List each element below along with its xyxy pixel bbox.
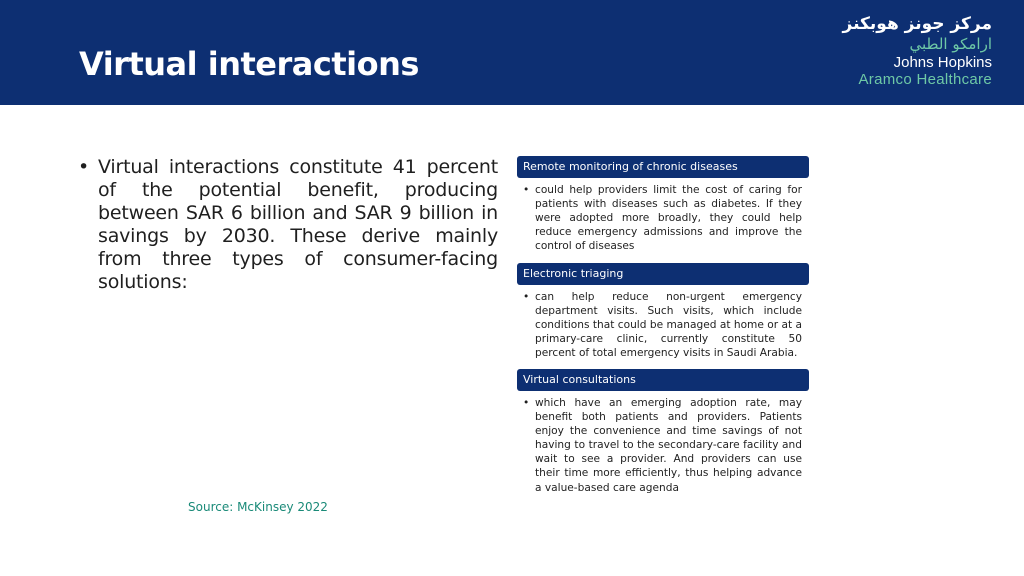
bullet-icon: • (523, 291, 530, 303)
card-title: Electronic triaging (517, 263, 809, 285)
johns-hopkins-aramco-logo (822, 14, 992, 88)
card-text: can help reduce non-urgent emergency department visits. Such visits, which include conditions that could be managed at home or at a primary-care clinic, currently constitute 50 percent of total emergency visits in Saudi Arabia. (535, 291, 802, 360)
card-title: Virtual consultations (517, 369, 809, 391)
card-text: which have an emerging adoption rate, may benefit both patients and providers. Patients enjoy the convenience and time savings of not having to travel to the secondary-care facility and wait to see a provider. And providers can use their time more efficiently, thus helping advance a value-based care agenda (535, 397, 802, 494)
card-body (517, 391, 809, 495)
main-bullet-point (78, 156, 498, 294)
main-bullet-text: Virtual interactions constitute 41 percent of the potential benefit, producing between SAR 6 billion and SAR 9 billion in savings by 2030. These derive mainly from three types of consumer-facing solutions: (98, 156, 498, 293)
card-body (517, 285, 809, 360)
card-title: Remote monitoring of chronic diseases (517, 156, 809, 178)
logo-arabic-line1: مركز جونز هوبكنز (842, 14, 992, 34)
header-bar (0, 0, 1024, 105)
logo-english-line2: Aramco Healthcare (858, 71, 992, 88)
logo-english-line1: Johns Hopkins (893, 54, 992, 71)
card-remote-monitoring (517, 156, 809, 253)
page-title: Virtual interactions (79, 45, 419, 83)
bullet-icon: • (523, 397, 530, 409)
source-citation: Source: McKinsey 2022 (188, 500, 328, 514)
card-body (517, 178, 809, 253)
bullet-icon: • (78, 156, 90, 178)
bullet-icon: • (523, 184, 530, 196)
logo-arabic-line2: ارامكو الطبي (909, 35, 992, 53)
card-text: could help providers limit the cost of caring for patients with diseases such as diabetes. If they were adopted more broadly, they could help reduce emergency admissions and improve the control of diseases (535, 184, 802, 253)
card-electronic-triaging (517, 263, 809, 360)
card-virtual-consultations (517, 369, 809, 495)
